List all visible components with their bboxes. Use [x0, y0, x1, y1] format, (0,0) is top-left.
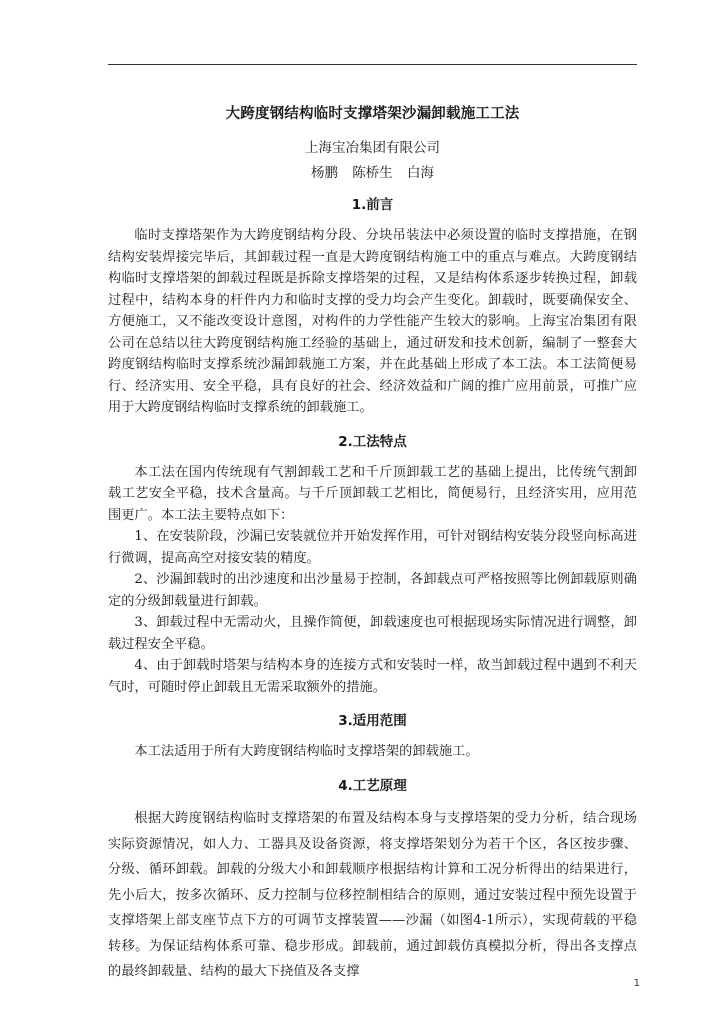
paragraph: 临时支撑塔架作为大跨度钢结构分段、分块吊装法中必须设置的临时支撑措施，在钢结构安装焊接完毕后，其卸载过程一直是大跨度钢结构施工中的重点与难点。大跨度钢结构临时支撑塔架的卸载过程既是拆除支撑塔架的过程，又是结构体系逐步转换过程，卸载过程中，结构本身的杆件内力和临时支撑的受力均会产生变化。卸载时，既要确保安全、方便施工，又不能改变设计意图，对构件的力学性能产生较大的影响。上海宝冶集团有限公司在总结以往大跨度钢结构施工经验的基础上，通过研发和技术创新，编制了一整套大跨度钢结构临时支撑系统沙漏卸载施工方案，并在此基础上形成了本工法。本工法简便易行、经济实用、安全平稳，具有良好的社会、经济效益和广阔的推广应用前景，可推广应用于大跨度钢结构临时支撑系统的卸载施工。: [108, 228, 637, 415]
paragraph: 本工法在国内传统现有气割卸载工艺和千斤顶卸载工艺的基础上提出，比传统气割卸载工艺安全平稳，技术含量高。与千斤顶卸载工艺相比，简便易行，且经济实用，应用范围更广。本工法主要特点如下：: [108, 464, 637, 523]
paragraph: 本工法适用于所有大跨度钢结构临时支撑塔架的卸载施工。: [134, 744, 479, 759]
document-title: 大跨度钢结构临时支撑塔架沙漏卸载施工工法: [225, 106, 520, 122]
section-heading-preface: 1.前言: [351, 197, 394, 213]
organization: 上海宝冶集团有限公司: [305, 140, 440, 156]
section-heading-scope: 3.适用范围: [338, 713, 407, 729]
section-heading-features: 2.工法特点: [338, 433, 407, 450]
page-number: 1: [633, 978, 640, 989]
section-heading-principle: 4.工艺原理: [338, 778, 407, 794]
document-body: [108, 104, 637, 985]
list-item: 2、沙漏卸载时的出沙速度和出沙量易于控制，各卸载点可严格按照等比例卸载原则确定的分级卸载量进行卸载。: [108, 572, 637, 609]
paragraph: 根据大跨度钢结构临时支撑塔架的布置及结构本身与支撑塔架的受力分析，结合现场实际资源情况，如人力、工器具及设备资源，将支撑塔架划分为若干个区，各区按步骤、分级、循环卸载。卸载的分级大小和卸载顺序根据结构计算和工况分析得出的结果进行，先小后大，按多次循环、反力控制与位移控制相结合的原则，通过安装过程中预先设置于支撑塔架上部支座节点下方的可调节支撑装置——沙漏（如图4-1所示），实现荷载的平稳转移。为保证结构体系可靠、稳步形成。卸载前，通过卸载仿真模拟分析，得出各支撑点的最终卸载量、结构的最大下挠值及各支撑: [108, 811, 637, 979]
list-item: 3、卸载过程中无需动火，且操作简便，卸载速度也可根据现场实际情况进行调整，卸载过程安全平稳。: [108, 615, 637, 652]
header-rule: [108, 64, 637, 65]
authors: 杨鹏 陈桥生 白海: [310, 165, 435, 181]
list-item: 4、由于卸载时塔架与结构本身的连接方式和安装时一样，故当卸载过程中遇到不利天气时，可随时停止卸载且无需采取额外的措施。: [108, 658, 637, 695]
list-item: 1、在安装阶段，沙漏已安装就位并开始发挥作用，可针对钢结构安装分段竖向标高进行微调，提高高空对接安装的精度。: [108, 529, 637, 566]
